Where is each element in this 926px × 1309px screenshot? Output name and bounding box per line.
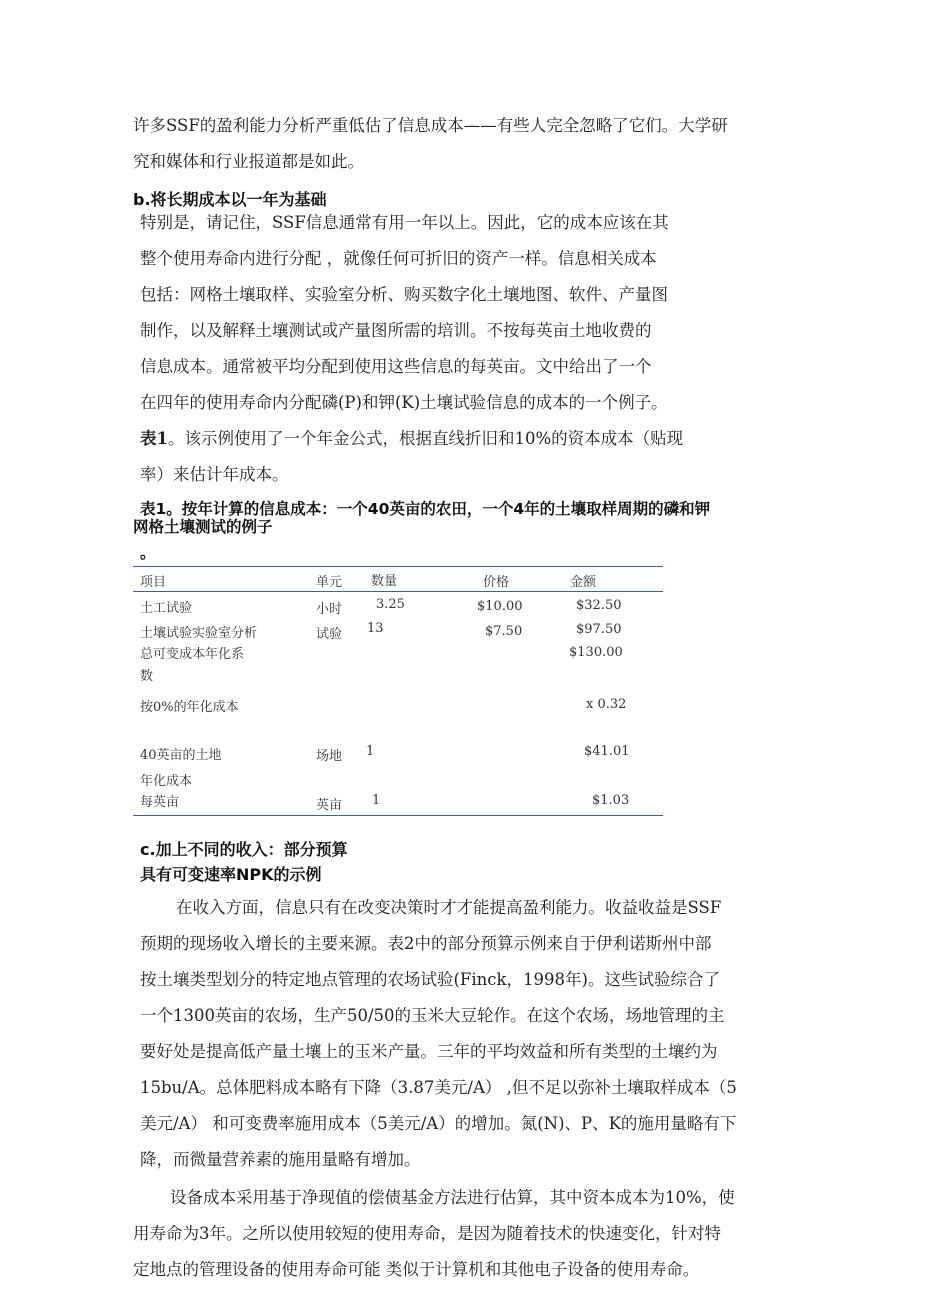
row-amount: $130.00 [569, 645, 623, 660]
table-caption-line2: 网格土壤测试的例子 [133, 518, 273, 536]
section-c-line: 在收入方面，信息只有在改变决策时才才能提高盈利能力。收益收益是SSF [176, 898, 722, 917]
section-c-line: 美元/A） 和可变费率施用成本（5美元/A）的增加。氮(N)、P、K的施用量略有下 [140, 1114, 737, 1133]
table-reference-line [140, 421, 683, 457]
header-price: 价格 [483, 575, 510, 590]
intro-line: 许多SSF的盈利能力分析严重低估了信息成本——有些人完全忽略了它们。大学研 [133, 116, 728, 135]
row-item: 总可变成本年化系 [140, 647, 245, 662]
row-item: 年化成本 [140, 774, 193, 789]
row-amount: x 0.32 [586, 697, 627, 712]
section-c-line: 预期的现场收入增长的主要来源。表2中的部分预算示例来自于伊利诺斯州中部 [140, 934, 712, 953]
section-b-line: 特别是，请记住，SSF信息通常有用一年以上。因此，它的成本应该在其 [140, 213, 669, 232]
header-qty: 数量 [371, 574, 398, 589]
row-item-continued: 每英亩 [140, 795, 180, 810]
row-unit: 英亩 [316, 798, 343, 813]
section-b-line: 在四年的使用寿命内分配磷(P)和钾(K)土壤试验信息的成本的一个例子。 [140, 393, 668, 412]
row-unit: 场地 [316, 749, 343, 764]
row-qty: 13 [367, 621, 384, 636]
row-amount: $41.01 [584, 744, 630, 759]
row-price: $7.50 [485, 624, 523, 639]
row-amount: $1.03 [592, 793, 630, 808]
section-b-line: 包括：网格土壤取样、实验室分析、购买数字化土壤地图、软件、产量图 [140, 285, 668, 304]
row-item-continued: 数 [140, 669, 154, 684]
row-price: $10.00 [477, 599, 523, 614]
intro-line: 究和媒体和行业报道都是如此。 [133, 152, 364, 171]
row-unit: 试验 [316, 627, 343, 642]
row-qty: 3.25 [376, 597, 405, 612]
section-c-line: 一个1300英亩的农场，生产50/50的玉米大豆轮作。在这个农场，场地管理的主 [140, 1006, 725, 1025]
table-caption-line3: 。 [140, 544, 156, 562]
row-item: 40英亩的土地 [140, 748, 222, 763]
section-c-line: 降，而微量营养素的施用量略有增加。 [140, 1150, 421, 1169]
section-c-subheading: 具有可变速率NPK的示例 [140, 865, 322, 884]
section-c-line: 定地点的管理设备的使用寿命可能 类似于计算机和其他电子设备的使用寿命。 [133, 1260, 700, 1279]
section-c-heading: c.加上不同的收入：部分预算 [140, 840, 348, 859]
header-amount: 金额 [570, 575, 597, 590]
row-amount: $32.50 [576, 598, 622, 613]
section-b-line: 信息成本。通常被平均分配到使用这些信息的每英亩。文中给出了一个 [140, 357, 652, 376]
section-b-heading: b.将长期成本以一年为基础 [133, 190, 327, 209]
table-reference-label: 表1 [140, 429, 168, 448]
table-top-rule [133, 566, 663, 567]
header-item: 项目 [140, 575, 167, 590]
table-bottom-rule [133, 815, 663, 816]
row-unit: 小时 [316, 602, 343, 617]
row-item: 按0%的年化成本 [140, 700, 239, 715]
row-amount: $97.50 [576, 622, 622, 637]
section-c-line: 用寿命为3年。之所以使用较短的使用寿命，是因为随着技术的快速变化，针对特 [133, 1224, 721, 1243]
header-rule [133, 591, 663, 592]
section-c-line: 要好处是提高低产量土壤上的玉米产量。三年的平均效益和所有类型的土壤约为 [140, 1042, 718, 1061]
section-c-line: 按土壤类型划分的特定地点管理的农场试验(Finck，1998年)。这些试验综合了 [140, 970, 720, 989]
row-qty: 1 [366, 744, 375, 759]
header-unit: 单元 [316, 575, 343, 590]
section-c-line: 设备成本采用基于净现值的偿债基金方法进行估算，其中资本成本为10%，使 [170, 1188, 735, 1207]
row-item: 土壤试验实验室分析 [140, 626, 258, 641]
section-b-line: 率）来估计年成本。 [140, 465, 289, 484]
section-b-line: 整个使用寿命内进行分配 ，就像任何可折旧的资产一样。信息相关成本 [140, 249, 657, 268]
table-reference-text: 。该示例使用了一个年金公式，根据直线折旧和10%的资本成本（贴现 [167, 429, 684, 448]
section-b-line: 制作，以及解释土壤测试或产量图所需的培训。不按每英亩土地收费的 [140, 321, 652, 340]
section-c-line: 15bu/A。总体肥料成本略有下降（3.87美元/A） ,但不足以弥补土壤取样成本（5 [140, 1078, 737, 1097]
table-caption-line1: 表1。按年计算的信息成本：一个40英亩的农田，一个4年的土壤取样周期的磷和钾 [140, 500, 711, 518]
row-qty: 1 [372, 793, 381, 808]
row-item: 土工试验 [140, 601, 193, 616]
